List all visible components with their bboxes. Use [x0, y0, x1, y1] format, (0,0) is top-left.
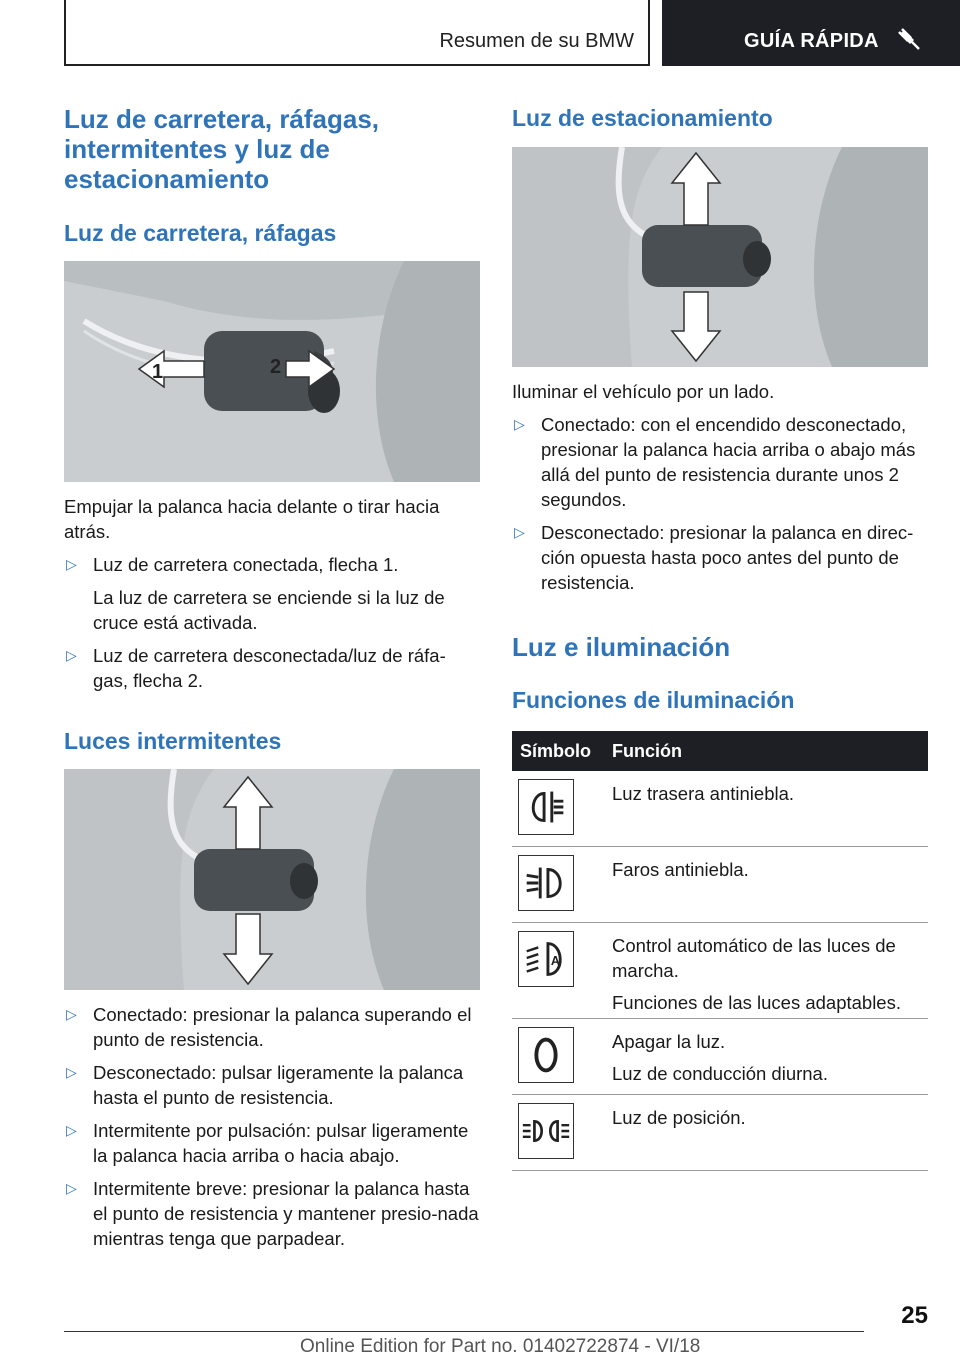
triangle-bullet-icon: ▷ [66, 1180, 77, 1196]
quick-guide-label: GUÍA RÁPIDA [744, 30, 879, 52]
parking-light-icon [518, 1103, 574, 1159]
table-row: A Control automático de las luces de marcha. Funciones de las luces adaptables. [512, 923, 928, 1019]
triangle-bullet-icon: ▷ [514, 416, 525, 432]
column-function: Función [612, 741, 682, 761]
list-item: ▷ Intermitente breve: presionar la palanca hasta el punto de resistencia y mantener presio-nada mientras tenga que parpadear. [66, 1178, 479, 1249]
auto-headlight-icon [518, 931, 574, 987]
header-section-title: Resumen de su BMW [439, 30, 634, 52]
front-fog-light-icon [518, 855, 574, 911]
turn-signals-photo [64, 769, 480, 990]
arrow-label-1: 1 [152, 361, 164, 383]
list-item: ▷ Desconectado: pulsar ligeramente la palanca hasta el punto de resistencia. [66, 1062, 464, 1108]
arrow-label-2: 2 [270, 356, 282, 378]
high-beam-intro: Empujar la palanca hacia delante o tirar hacia atrás. [64, 496, 440, 542]
lighting-section-title: Luz e iluminación [512, 632, 731, 662]
triangle-bullet-icon: ▷ [66, 647, 77, 663]
pin-icon [896, 26, 922, 52]
triangle-bullet-icon: ▷ [66, 1006, 77, 1022]
high-beam-list [64, 552, 480, 701]
table-header [512, 731, 928, 771]
turn-signals-list [64, 1002, 480, 1259]
table-row: Faros antiniebla. [512, 847, 928, 923]
turn-signals-heading: Luces intermitentes [64, 728, 282, 754]
page-title: Luz de carretera, ráfagas, intermitentes y luz de estacionamiento [64, 104, 380, 194]
column-symbol: Símbolo [520, 741, 591, 761]
svg-text:A: A [550, 953, 560, 968]
triangle-bullet-icon: ▷ [66, 556, 77, 572]
list-item: ▷ Desconectado: presionar la palanca en direc-ción opuesta hasta poco antes del punto de resistencia. [514, 522, 914, 593]
parking-light-photo [512, 147, 928, 367]
list-item: ▷ Luz de carretera conectada, flecha 1. La luz de carretera se enciende si la luz de cruce está activada. [66, 554, 445, 633]
footer-edition: Online Edition for Part no. 01402722874 - VI/18 [300, 1336, 701, 1357]
list-item: ▷ Conectado: con el encendido desconectado, presionar la palanca hacia arriba o abajo más allá del punto de resistencia durante unos 2 segundos. [514, 414, 916, 510]
high-beam-heading: Luz de carretera, ráfagas [64, 220, 337, 246]
triangle-bullet-icon: ▷ [66, 1064, 77, 1080]
table-row: Apagar la luz. Luz de conducción diurna. [512, 1019, 928, 1095]
high-beam-photo [64, 261, 480, 482]
rear-fog-light-icon [518, 779, 574, 835]
quick-guide-tab[interactable] [662, 0, 960, 66]
parking-light-intro: Iluminar el vehículo por un lado. [512, 381, 775, 402]
parking-light-heading: Luz de estacionamiento [512, 105, 773, 131]
lights-off-icon [518, 1027, 574, 1083]
lighting-functions-heading: Funciones de iluminación [512, 687, 795, 713]
lighting-functions-table [512, 731, 928, 1171]
list-item: ▷ Conectado: presionar la palanca superando el punto de resistencia. [66, 1004, 472, 1050]
list-item: ▷ Intermitente por pulsación: pulsar ligeramente la palanca hacia arriba o hacia abajo. [66, 1120, 469, 1166]
triangle-bullet-icon: ▷ [514, 524, 525, 540]
header-frame [64, 0, 650, 66]
footer-divider [64, 1331, 864, 1332]
parking-light-list [512, 412, 928, 603]
page-number: 25 [901, 1302, 928, 1329]
table-row: Luz de posición. [512, 1095, 928, 1171]
table-row: Luz trasera antiniebla. [512, 771, 928, 847]
triangle-bullet-icon: ▷ [66, 1122, 77, 1138]
list-item: ▷ Luz de carretera desconectada/luz de ráfa-gas, flecha 2. [66, 645, 446, 691]
